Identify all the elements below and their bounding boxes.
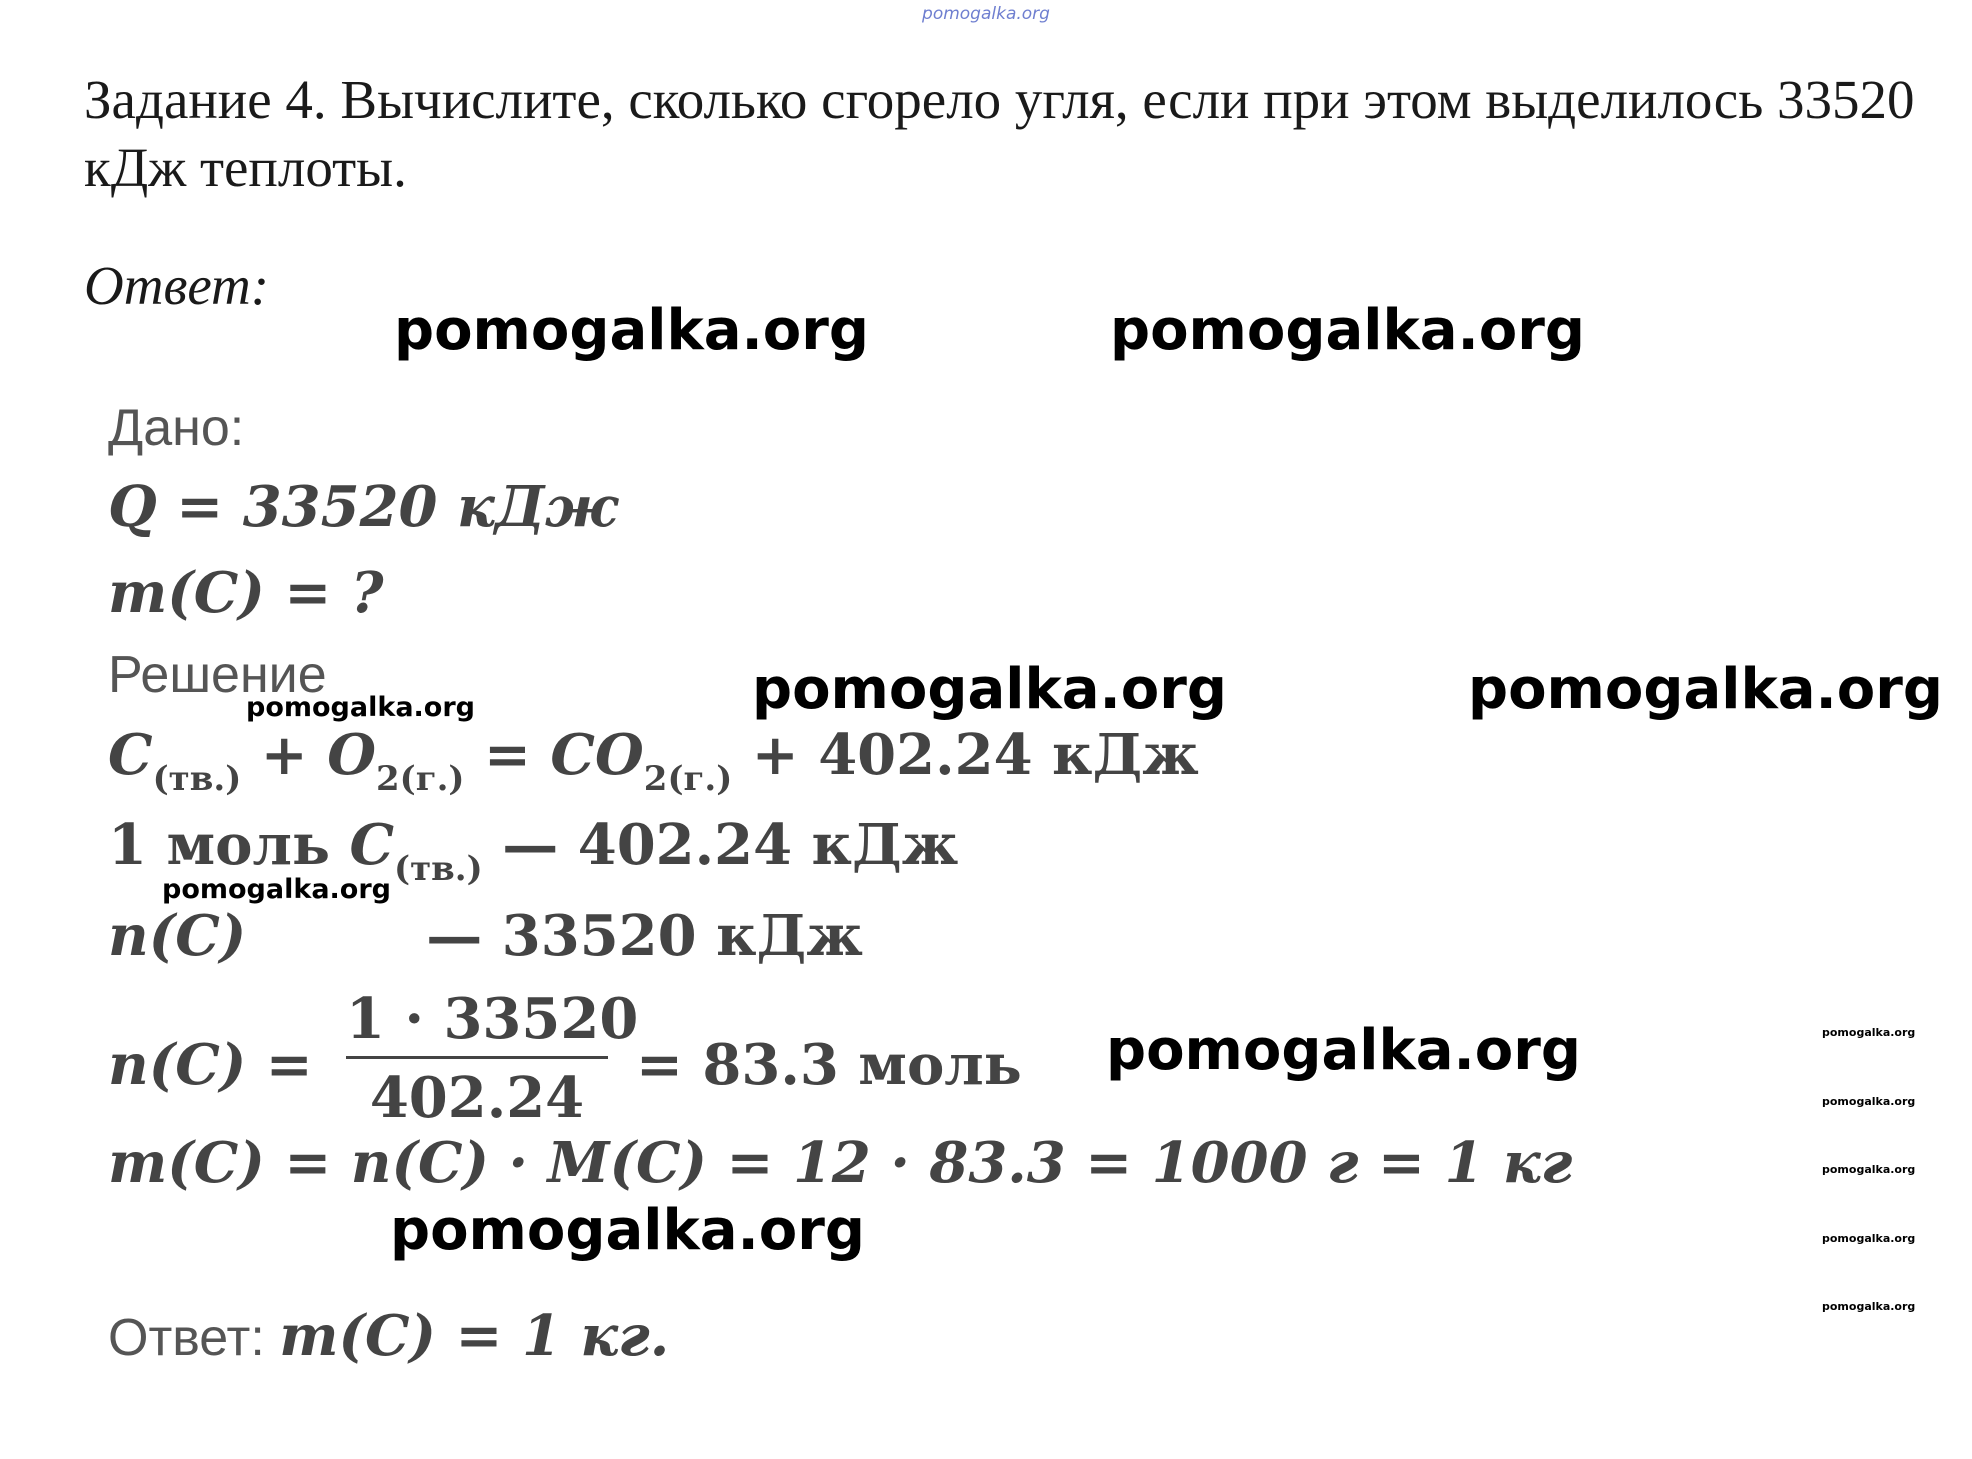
fraction-bar [346, 1056, 608, 1059]
proportion-line-1: 1 моль $C_{(тв.)}$ — 402.24 кДж [108, 812, 959, 889]
proportion-line-2: n(C) — 33520 кДж [108, 903, 863, 969]
given-unknown-mass: m(C) = ? [108, 560, 384, 626]
final-answer: Ответ: m(C) = 1 кг. [108, 1303, 670, 1369]
watermark: pomogalka.org [1822, 1095, 1916, 1108]
watermark: pomogalka.org [1822, 1232, 1916, 1245]
reaction-equation: $C_{(тв.)} + O_{2(г.)} = CO_{2(г.)} + 402.24$ кДж [108, 722, 1199, 799]
watermark: pomogalka.org [162, 874, 391, 905]
task-text: Задание 4. Вычислите, сколько сгорело угля, если при этом выделилось 33520 кДж теплоты. [84, 69, 1915, 198]
watermark: pomogalka.org [1822, 1026, 1916, 1039]
watermark: pomogalka.org [1468, 657, 1943, 722]
watermark: pomogalka.org [390, 1198, 865, 1263]
mass-calculation: m(C) = n(C) · M(C) = 12 · 83.3 = 1000 г = 1 кг [108, 1130, 1573, 1196]
answer-heading: Ответ: [84, 255, 270, 316]
watermark: pomogalka.org [1110, 298, 1585, 363]
given-heat: Q = 33520 кДж [108, 474, 618, 540]
fraction-numerator: 1 · 33520 [346, 986, 639, 1052]
site-mark: pomogalka.org [922, 4, 1050, 24]
watermark: pomogalka.org [246, 692, 475, 723]
fraction-lhs: n(C) = [108, 1032, 313, 1098]
fraction [346, 986, 639, 1131]
fraction-denominator: 402.24 [369, 1065, 585, 1131]
watermark: pomogalka.org [1106, 1018, 1581, 1083]
watermark: pomogalka.org [394, 298, 869, 363]
given-heading: Дано: [108, 399, 245, 457]
watermark: pomogalka.org [752, 657, 1227, 722]
fraction-rhs: = 83.3 моль [636, 1032, 1022, 1098]
solution-heading: Решение [108, 646, 327, 704]
watermark: pomogalka.org [1822, 1163, 1916, 1176]
watermark: pomogalka.org [1822, 1300, 1916, 1313]
